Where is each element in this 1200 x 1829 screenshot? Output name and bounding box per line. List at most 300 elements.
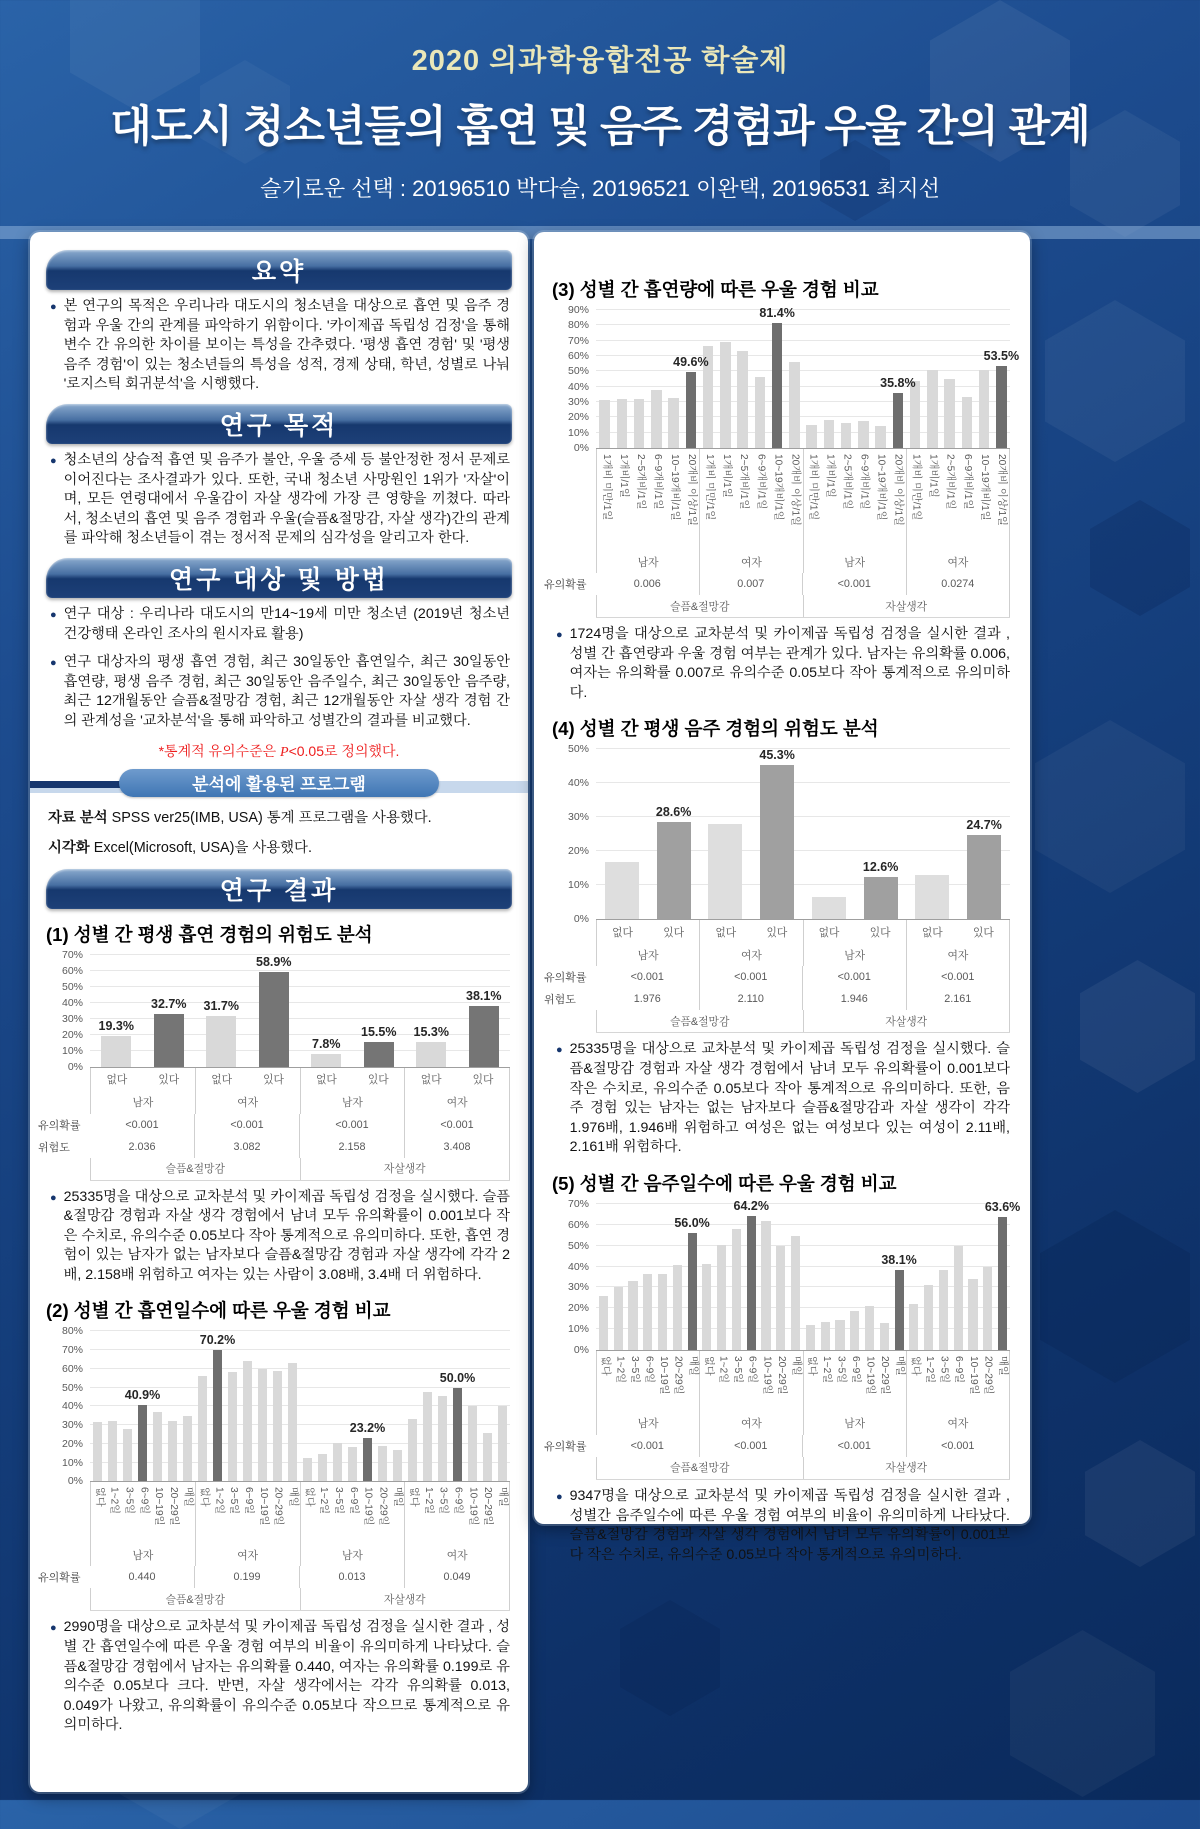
y-axis-label: 0% [67, 1060, 83, 1073]
outcome-group [301, 1588, 511, 1610]
bar-slot [626, 1204, 641, 1350]
category-label [612, 1351, 627, 1413]
significance-value: <0.001 [630, 971, 664, 984]
y-axis-label: 10% [567, 879, 589, 892]
chart-axis-table [544, 1350, 1010, 1480]
category-label-text: 2~5개비/1일 [738, 454, 750, 510]
y-axis-label: 60% [567, 350, 589, 362]
bar [363, 1438, 372, 1482]
category-label-text: 있다 [263, 1074, 284, 1086]
bar-slot [195, 1331, 210, 1481]
bar-slot [143, 955, 196, 1067]
bar-slot [924, 310, 941, 448]
bar-slot [788, 1204, 803, 1350]
category-label [685, 1351, 700, 1413]
bar-slot [673, 310, 709, 448]
bar-value-label: 63.6% [984, 1200, 1021, 1215]
category-label-text: 6~9일 [243, 1487, 254, 1515]
category-row [90, 1068, 510, 1092]
y-axis [558, 743, 596, 926]
category-label-text: 1~2일 [614, 1355, 626, 1384]
programs-analysis-label: 자료 분석 [48, 809, 108, 826]
significance-group [195, 1114, 300, 1136]
category-label [211, 1482, 226, 1544]
bar [416, 1042, 446, 1066]
category-label-text: 6~9개비/1일 [858, 454, 870, 510]
bar-slot [248, 955, 301, 1067]
bar-slot [734, 310, 751, 448]
bar-slot [390, 1331, 405, 1481]
category-label [91, 1482, 106, 1544]
category-label-text: 없다 [702, 1355, 714, 1376]
category-label [992, 449, 1009, 551]
category-label [980, 1351, 995, 1413]
category-label-text: 6~9일 [452, 1487, 464, 1515]
category-label [196, 1482, 211, 1544]
outcome-row [90, 1588, 510, 1610]
y-axis-label: 20% [567, 845, 589, 858]
significance-value: <0.001 [734, 971, 768, 984]
category-label-text: 없다 [316, 1074, 337, 1086]
category-label-text: 1개비/1일 [721, 454, 733, 498]
gender-group [596, 1413, 700, 1435]
bar-slot [803, 749, 855, 919]
bar-group [907, 1200, 1021, 1350]
category-label [862, 1351, 877, 1413]
category-label-text: 6~9개비/1일 [755, 454, 767, 510]
bar-slot [353, 955, 406, 1067]
chart-plot-row [558, 743, 1010, 926]
category-label [315, 1482, 330, 1544]
gender-label: 남자 [637, 556, 659, 569]
gender-row [596, 1413, 1010, 1435]
category-label-text: 없다 [612, 926, 633, 939]
y-axis-label: 80% [567, 319, 589, 332]
bar-slot [700, 310, 717, 448]
bar [939, 1270, 948, 1350]
category-label-text: 1개비 미만/1일 [807, 454, 819, 521]
category-label-text: 1~2일 [924, 1355, 936, 1384]
y-axis [52, 1325, 90, 1488]
category-label-text: 없다 [818, 926, 840, 939]
significance-note-pre: *통계적 유의수준은 [158, 742, 281, 759]
methods-subject-block [48, 605, 510, 644]
category-label-text: 없다 [106, 1074, 128, 1086]
category-label [648, 449, 665, 551]
significance-value: <0.001 [125, 1118, 159, 1131]
category-label-text: 1개비/1일 [617, 454, 629, 498]
chart-plot-row [52, 948, 510, 1073]
category-label [457, 1068, 509, 1092]
bar [617, 399, 627, 448]
category-label [150, 1482, 165, 1544]
bar-slot [405, 1331, 420, 1481]
category-label [670, 1351, 685, 1413]
category-label [121, 1482, 136, 1544]
category-label-text: 10~19일 [362, 1487, 374, 1526]
bar [258, 1369, 267, 1482]
significance-group [300, 1114, 405, 1136]
category-label [729, 1351, 744, 1413]
programs-analysis-line [48, 806, 510, 827]
plot-area [596, 306, 1020, 448]
bar [651, 390, 661, 448]
category-label-text: 없다 [198, 1487, 210, 1508]
bar [910, 381, 920, 448]
bar-value-label: 15.5% [361, 1024, 397, 1039]
category-label [907, 1351, 922, 1413]
bar-slot [648, 310, 665, 448]
significance-value: 0.007 [737, 578, 765, 590]
category-label [838, 449, 855, 551]
outcome-group [804, 595, 1011, 617]
category-label [285, 1482, 300, 1544]
category-group [301, 1482, 406, 1544]
bar [311, 1054, 341, 1066]
bar [643, 1274, 652, 1350]
significance-group [596, 966, 700, 988]
category-group [90, 1068, 196, 1092]
y-axis-label: 40% [567, 1260, 589, 1273]
category-label [435, 1482, 450, 1544]
bar [108, 1421, 117, 1482]
y-axis-label: 10% [567, 426, 589, 439]
category-label-text: 없다 [909, 1355, 921, 1376]
programs-visualization-line [48, 836, 510, 857]
chart-title: (3) 성별 간 흡연량에 따른 우울 경험 비교 [552, 279, 879, 300]
category-group [804, 449, 907, 551]
bar [123, 1429, 132, 1482]
bar-slot [958, 749, 1010, 919]
gender-label: 여자 [740, 949, 762, 962]
programs-visualization-text: Excel(Microsoft, USA)을 사용했다. [89, 839, 312, 856]
category-label [717, 449, 734, 551]
y-axis-label: 50% [567, 365, 589, 378]
risk-value: 2.161 [944, 993, 972, 1006]
outcome-label: 슬픔&절망감 [670, 1462, 730, 1475]
y-axis-label: 70% [567, 1197, 589, 1210]
category-group [700, 449, 803, 551]
bar-slot [833, 1204, 848, 1350]
bar-slot [818, 1204, 833, 1350]
bar [483, 1433, 492, 1482]
bar-slot [838, 310, 855, 448]
bar [243, 1361, 252, 1482]
category-label [804, 920, 855, 944]
y-axis-label: 80% [61, 1325, 83, 1338]
category-label-text: 있다 [367, 1074, 389, 1086]
bar [686, 372, 696, 448]
significance-group [405, 1114, 510, 1136]
category-row [596, 1351, 1010, 1413]
gender-group [301, 1544, 406, 1566]
significance-group [90, 1566, 195, 1588]
bar [364, 1042, 394, 1067]
bar-group [300, 1331, 405, 1481]
bar-group [907, 749, 1011, 919]
chart-title: (4) 성별 간 평생 음주 경험의 위험도 분석 [552, 718, 879, 740]
category-label [872, 449, 889, 551]
category-label [641, 1351, 656, 1413]
bar-slot [759, 306, 795, 448]
bar [393, 1450, 402, 1482]
y-axis-label: 0% [573, 442, 589, 454]
category-group [596, 449, 700, 551]
finding-4-text: ● 25335명을 대상으로 교차분석 및 카이제곱 독립성 검정을 실시했다. 슬픔&절망감 경험과 자살 생각 경험에서 남녀 모두 유의확률이 0.001보다 작은 수치로, 유의수준 0.05보다 작아 통계적으로 유의미하다. 또한, 음주 경험 있는 남자는 없는 남자보다 슬픔&절망감과 자살 생각이 각각 1.976배, 1.946배 위험하고 여성은 없는 여성보다 있는 여성이 2.11배, 2.161배 위험하다. [569, 1041, 1010, 1156]
category-label [751, 449, 768, 551]
category-label-text: 20개비 이상/1일 [995, 454, 1007, 526]
bar-slot [759, 1204, 774, 1350]
category-label-text: 없다 [303, 1487, 315, 1508]
gender-label: 남자 [132, 1097, 154, 1109]
significance-value: 0.049 [443, 1571, 471, 1584]
bar [760, 765, 794, 919]
bar-group [803, 1204, 917, 1350]
programs-analysis-text: SPSS ver25(IMB, USA) 통계 프로그램을 사용했다. [107, 809, 432, 826]
event-title: 2020 의과학융합전공 학술제 [411, 44, 789, 77]
bar-value-label: 15.3% [413, 1025, 449, 1040]
category-row [596, 920, 1010, 944]
category-label [936, 1351, 951, 1413]
bar [702, 1264, 711, 1350]
bar-slot [120, 1331, 135, 1481]
bar [183, 1416, 192, 1482]
significance-value: <0.001 [837, 578, 871, 590]
bar-slot [195, 955, 248, 1067]
y-axis-label: 10% [567, 1323, 589, 1336]
outcome-row [596, 595, 1010, 617]
bar-groups [90, 955, 510, 1067]
category-group [596, 920, 700, 944]
hexagon-decoration [620, 1600, 720, 1716]
category-label [751, 920, 802, 944]
bar-slot [717, 310, 734, 448]
risk-group [405, 1136, 510, 1158]
category-label [655, 1351, 670, 1413]
gender-label: 여자 [446, 1549, 468, 1562]
risk-group [90, 1136, 195, 1158]
chart-title: (5) 성별 간 음주일수에 따른 우울 경험 비교 [552, 1172, 897, 1194]
y-axis-label: 30% [567, 811, 589, 824]
poster-title: 대도시 청소년들의 흡연 및 음주 경험과 우울 간의 관계 [110, 102, 1090, 151]
y-axis-label: 60% [61, 964, 83, 977]
bar-slot [786, 310, 803, 448]
bar-slot [458, 955, 511, 1067]
risk-row-header: 위험도 [544, 994, 576, 1007]
bar-slot [674, 1204, 710, 1350]
category-label-text: 없다 [420, 1074, 442, 1086]
gender-label: 남자 [341, 1097, 363, 1109]
y-axis [558, 1197, 596, 1356]
significance-row [38, 1566, 510, 1588]
bar [747, 1216, 756, 1350]
bar-slot [405, 955, 458, 1067]
y-axis-label: 30% [61, 1012, 83, 1025]
category-label-text: 1~2일 [213, 1487, 225, 1515]
category-label-text: 10~19일 [658, 1355, 670, 1395]
bar [288, 1363, 297, 1481]
bar-group [596, 310, 709, 448]
significance-group [405, 1566, 510, 1588]
category-label-text: 있다 [869, 926, 891, 939]
category-label [715, 1351, 730, 1413]
category-label-text: 1개비 미만/1일 [704, 454, 716, 521]
bar-group [405, 955, 510, 1067]
significance-group [803, 966, 907, 988]
bar [318, 1454, 327, 1481]
chart-drinking-days-depression [544, 1170, 1021, 1480]
outcome-label: 자살생각 [885, 1462, 928, 1475]
bar [806, 1325, 815, 1350]
y-axis-label: 0% [573, 1343, 589, 1356]
category-label [648, 920, 699, 944]
bar [408, 1419, 417, 1482]
plot-area [596, 749, 1010, 919]
bar [668, 398, 678, 448]
category-label-text: 20~29일 [167, 1487, 179, 1526]
gender-group [907, 551, 1010, 573]
gender-group [405, 1092, 510, 1114]
category-label [941, 449, 958, 551]
bar [168, 1421, 177, 1482]
category-label [924, 449, 941, 551]
bar-value-label: 24.7% [966, 818, 1002, 833]
category-label-text: 10~19개비/1일 [669, 454, 681, 521]
significance-group [596, 1435, 700, 1457]
gender-label: 남자 [844, 556, 866, 569]
y-axis-label: 30% [567, 396, 589, 408]
bar [865, 1306, 874, 1350]
bar [806, 425, 816, 448]
bar-slot [984, 1200, 1021, 1350]
bar-slot [907, 1204, 922, 1350]
chart-body [38, 948, 510, 1181]
bar [423, 1392, 432, 1481]
category-label [889, 449, 906, 551]
bar-group [700, 749, 804, 919]
significance-row-header: 유의확률 [38, 1119, 81, 1132]
category-label [907, 449, 924, 551]
finding-2-text: ● 2990명을 대상으로 교차분석 및 카이제곱 독립성 검정을 실시한 결과 , 성별 간 흡연일수에 따른 우울 경험 여부의 비율이 유의미하게 나타났다. 슬픔&절망감 경험에서 남자는 유의확률 0.440, 여자는 유의확률 0.199로 유의수준 0.05보다 크다. 반면, 자살 생각에서는 각각 유의확률 0.013, 0.049가 나왔고, 유의확률이 유의수준 0.05보다 작으므로 통계적으로 유의미하다. [63, 1619, 510, 1734]
category-label-text: 3~5일 [938, 1355, 950, 1384]
hexagon-decoration [1035, 720, 1185, 893]
programs-banner-pill: 분석에 활용된 프로그램 [119, 769, 439, 797]
bar [468, 1406, 477, 1482]
category-label-text: 2~5개비/1일 [634, 454, 646, 510]
chart-body [38, 1325, 510, 1611]
y-axis-label: 70% [61, 1344, 83, 1357]
category-label [91, 1068, 143, 1092]
bar-slot [880, 310, 916, 448]
category-label [951, 1351, 966, 1413]
category-label-text: 20개비 이상/1일 [686, 454, 698, 526]
bar-slot [199, 1331, 236, 1481]
significance-value: <0.001 [335, 1118, 369, 1131]
category-group [907, 449, 1010, 551]
category-label-text: 10~19일 [761, 1355, 773, 1395]
chart-smoking-amount-depression [544, 276, 1020, 618]
outcome-group [301, 1158, 511, 1180]
bar-slot [285, 1331, 300, 1481]
gender-row [596, 551, 1010, 573]
chart-body [544, 304, 1020, 618]
bar-value-label: 38.1% [881, 1253, 917, 1268]
y-axis-label: 30% [61, 1419, 83, 1432]
bar-value-label: 50.0% [439, 1370, 476, 1385]
chart-lifetime-smoking-risk [38, 921, 512, 1181]
category-label [270, 1482, 285, 1544]
outcome-label: 자살생각 [885, 600, 928, 613]
bar-value-label: 23.2% [349, 1420, 386, 1435]
bar-slot [976, 310, 993, 448]
category-label-text: 6~9일 [347, 1487, 359, 1515]
bar-value-label: 64.2% [733, 1199, 769, 1214]
bar-value-label: 70.2% [199, 1332, 236, 1347]
category-label [597, 1351, 612, 1413]
outcome-label: 슬픔&절망감 [670, 1015, 730, 1028]
bar-slot [315, 1331, 330, 1481]
significance-value: 0.0274 [941, 578, 975, 590]
y-axis-label: 30% [567, 1281, 589, 1294]
y-axis-label: 60% [61, 1362, 83, 1375]
hexagon-decoration [1090, 500, 1190, 616]
bar [453, 1388, 462, 1482]
category-label-text: 10~19개비/1일 [978, 454, 990, 521]
category-label-text: 20개비 이상/1일 [892, 454, 904, 526]
category-label-text: 20~29일 [672, 1355, 684, 1395]
bar-slot [180, 1331, 195, 1481]
bar [348, 1447, 357, 1482]
category-label [180, 1482, 195, 1544]
gender-group [405, 1544, 510, 1566]
bar-slot [877, 1204, 892, 1350]
bar [909, 1304, 918, 1350]
bar [599, 400, 609, 448]
y-axis-label: 40% [567, 777, 589, 790]
category-label [225, 1482, 240, 1544]
y-axis-label: 10% [61, 1456, 83, 1469]
outcome-group [596, 1457, 804, 1479]
bar [259, 972, 289, 1066]
y-axis-label: 0% [67, 1475, 83, 1488]
risk-value: 1.976 [633, 993, 661, 1006]
bar [915, 875, 949, 919]
category-label-text: 있다 [158, 1074, 180, 1086]
category-label [405, 1482, 420, 1544]
bar [996, 366, 1006, 448]
bar-slot [640, 1204, 655, 1350]
bar-slot [300, 1331, 315, 1481]
significance-row-header: 유의확률 [544, 579, 587, 591]
category-label [744, 1351, 759, 1413]
bar [737, 351, 747, 448]
outcome-group [90, 1158, 301, 1180]
category-group [405, 1482, 510, 1544]
category-label-text: 6~9일 [643, 1355, 655, 1384]
hexagon-decoration [1040, 1210, 1190, 1383]
category-label [165, 1482, 180, 1544]
bar-group [803, 749, 907, 919]
bar-value-label: 58.9% [256, 955, 292, 970]
category-label-text: 매일 [893, 1355, 905, 1376]
significance-group [300, 1566, 405, 1588]
significance-value: 0.013 [338, 1571, 366, 1584]
category-label [301, 1068, 353, 1092]
bar-slot [349, 1331, 386, 1481]
category-label [975, 449, 992, 551]
poster-header [0, 0, 1200, 226]
category-label [597, 449, 614, 551]
